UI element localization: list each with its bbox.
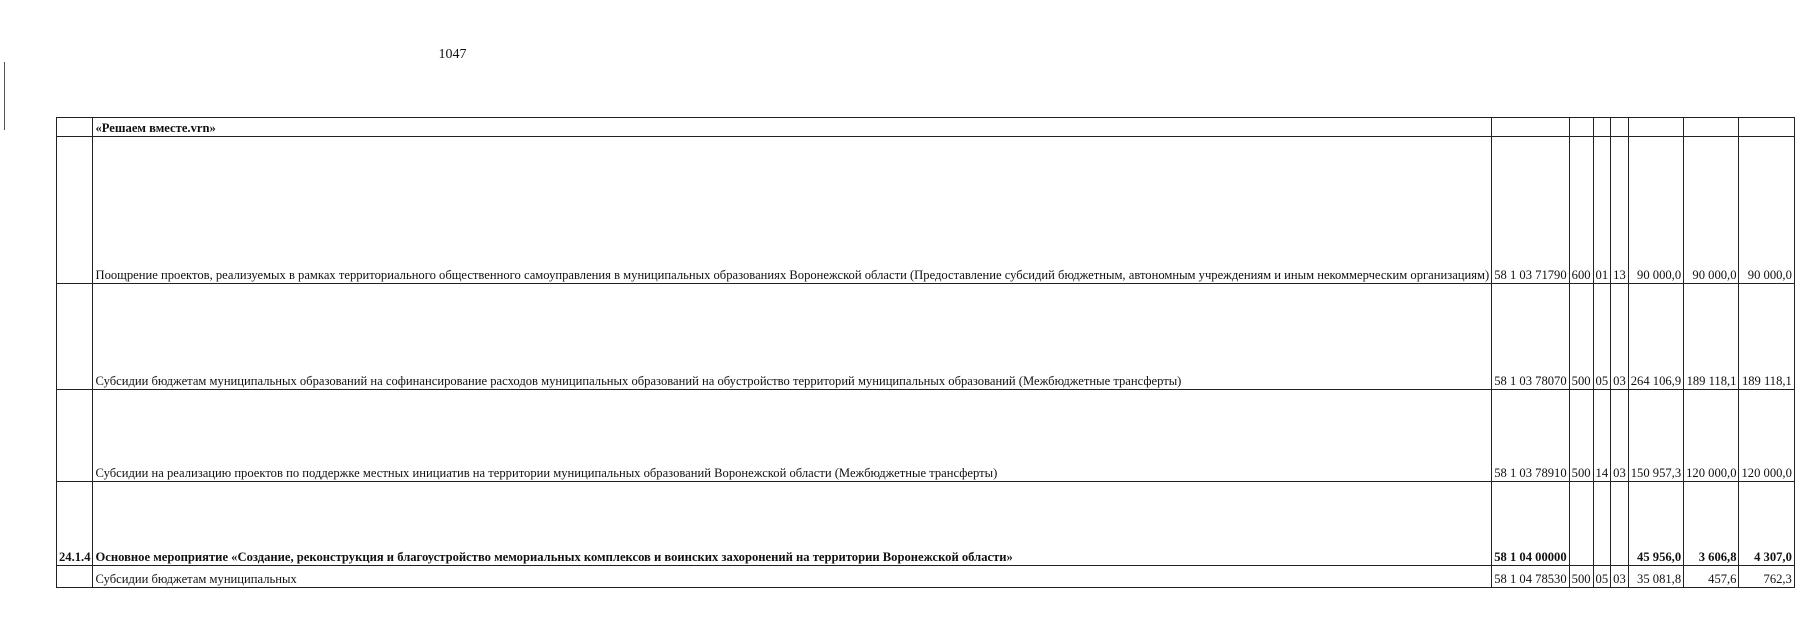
amount-year-3: 120 000,0	[1739, 390, 1794, 482]
item-description: Субсидии бюджетам муниципальных	[93, 566, 1492, 588]
amount-year-3: 189 118,1	[1739, 284, 1794, 390]
expense-type-code: 500	[1569, 390, 1593, 482]
amount-year-2: 3 606,8	[1684, 482, 1739, 566]
subsection-code: 03	[1611, 390, 1629, 482]
item-number	[57, 137, 93, 284]
item-number: 24.1.4	[57, 482, 93, 566]
subsection-code: 03	[1611, 566, 1629, 588]
amount-year-1: 35 081,8	[1628, 566, 1683, 588]
section-code	[1593, 118, 1611, 137]
expense-type-code: 600	[1569, 137, 1593, 284]
amount-year-1: 150 957,3	[1628, 390, 1683, 482]
subsection-code	[1611, 118, 1629, 137]
budget-table	[56, 117, 1795, 588]
amount-year-3: 90 000,0	[1739, 137, 1794, 284]
page-number: 1047	[438, 47, 467, 62]
target-article-code: 58 1 04 78530	[1492, 566, 1569, 588]
target-article-code: 58 1 04 00000	[1492, 482, 1569, 566]
amount-year-1	[1628, 118, 1683, 137]
item-number	[57, 284, 93, 390]
section-code: 05	[1593, 566, 1611, 588]
target-article-code: 58 1 03 78910	[1492, 390, 1569, 482]
table-row	[57, 284, 1795, 390]
item-description: «Решаем вместе.vrn»	[93, 118, 1492, 137]
margin-mark	[4, 62, 5, 130]
table-row	[57, 566, 1795, 588]
item-number	[57, 566, 93, 588]
amount-year-2	[1684, 118, 1739, 137]
amount-year-2: 90 000,0	[1684, 137, 1739, 284]
section-code: 14	[1593, 390, 1611, 482]
item-description: Субсидии бюджетам муниципальных образований на софинансирование расходов муниципальных образований на обустройство территорий муниципальных образований (Межбюджетные трансферты)	[93, 284, 1492, 390]
table-row	[57, 137, 1795, 284]
item-number	[57, 118, 93, 137]
amount-year-3	[1739, 118, 1794, 137]
amount-year-3: 762,3	[1739, 566, 1794, 588]
target-article-code: 58 1 03 71790	[1492, 137, 1569, 284]
item-description: Поощрение проектов, реализуемых в рамках территориального общественного самоуправления в муниципальных образованиях Воронежской области (Предоставление субсидий бюджетным, автономным учреждениям и иным некоммерческим организациям)	[93, 137, 1492, 284]
subsection-code	[1611, 482, 1629, 566]
item-description: Основное мероприятие «Создание, реконструкция и благоустройство мемориальных комплексов и воинских захоронений на территории Воронежской области»	[93, 482, 1492, 566]
amount-year-3: 4 307,0	[1739, 482, 1794, 566]
amount-year-2: 457,6	[1684, 566, 1739, 588]
item-description: Субсидии на реализацию проектов по поддержке местных инициатив на территории муниципальных образований Воронежской области (Межбюджетные трансферты)	[93, 390, 1492, 482]
amount-year-2: 120 000,0	[1684, 390, 1739, 482]
expense-type-code	[1569, 118, 1593, 137]
expense-type-code	[1569, 482, 1593, 566]
section-code: 05	[1593, 284, 1611, 390]
target-article-code: 58 1 03 78070	[1492, 284, 1569, 390]
table-row	[57, 482, 1795, 566]
expense-type-code: 500	[1569, 566, 1593, 588]
amount-year-1: 264 106,9	[1628, 284, 1683, 390]
table-row	[57, 390, 1795, 482]
section-code	[1593, 482, 1611, 566]
section-code: 01	[1593, 137, 1611, 284]
amount-year-1: 90 000,0	[1628, 137, 1683, 284]
amount-year-2: 189 118,1	[1684, 284, 1739, 390]
expense-type-code: 500	[1569, 284, 1593, 390]
table-row	[57, 118, 1795, 137]
amount-year-1: 45 956,0	[1628, 482, 1683, 566]
target-article-code	[1492, 118, 1569, 137]
subsection-code: 13	[1611, 137, 1629, 284]
subsection-code: 03	[1611, 284, 1629, 390]
item-number	[57, 390, 93, 482]
